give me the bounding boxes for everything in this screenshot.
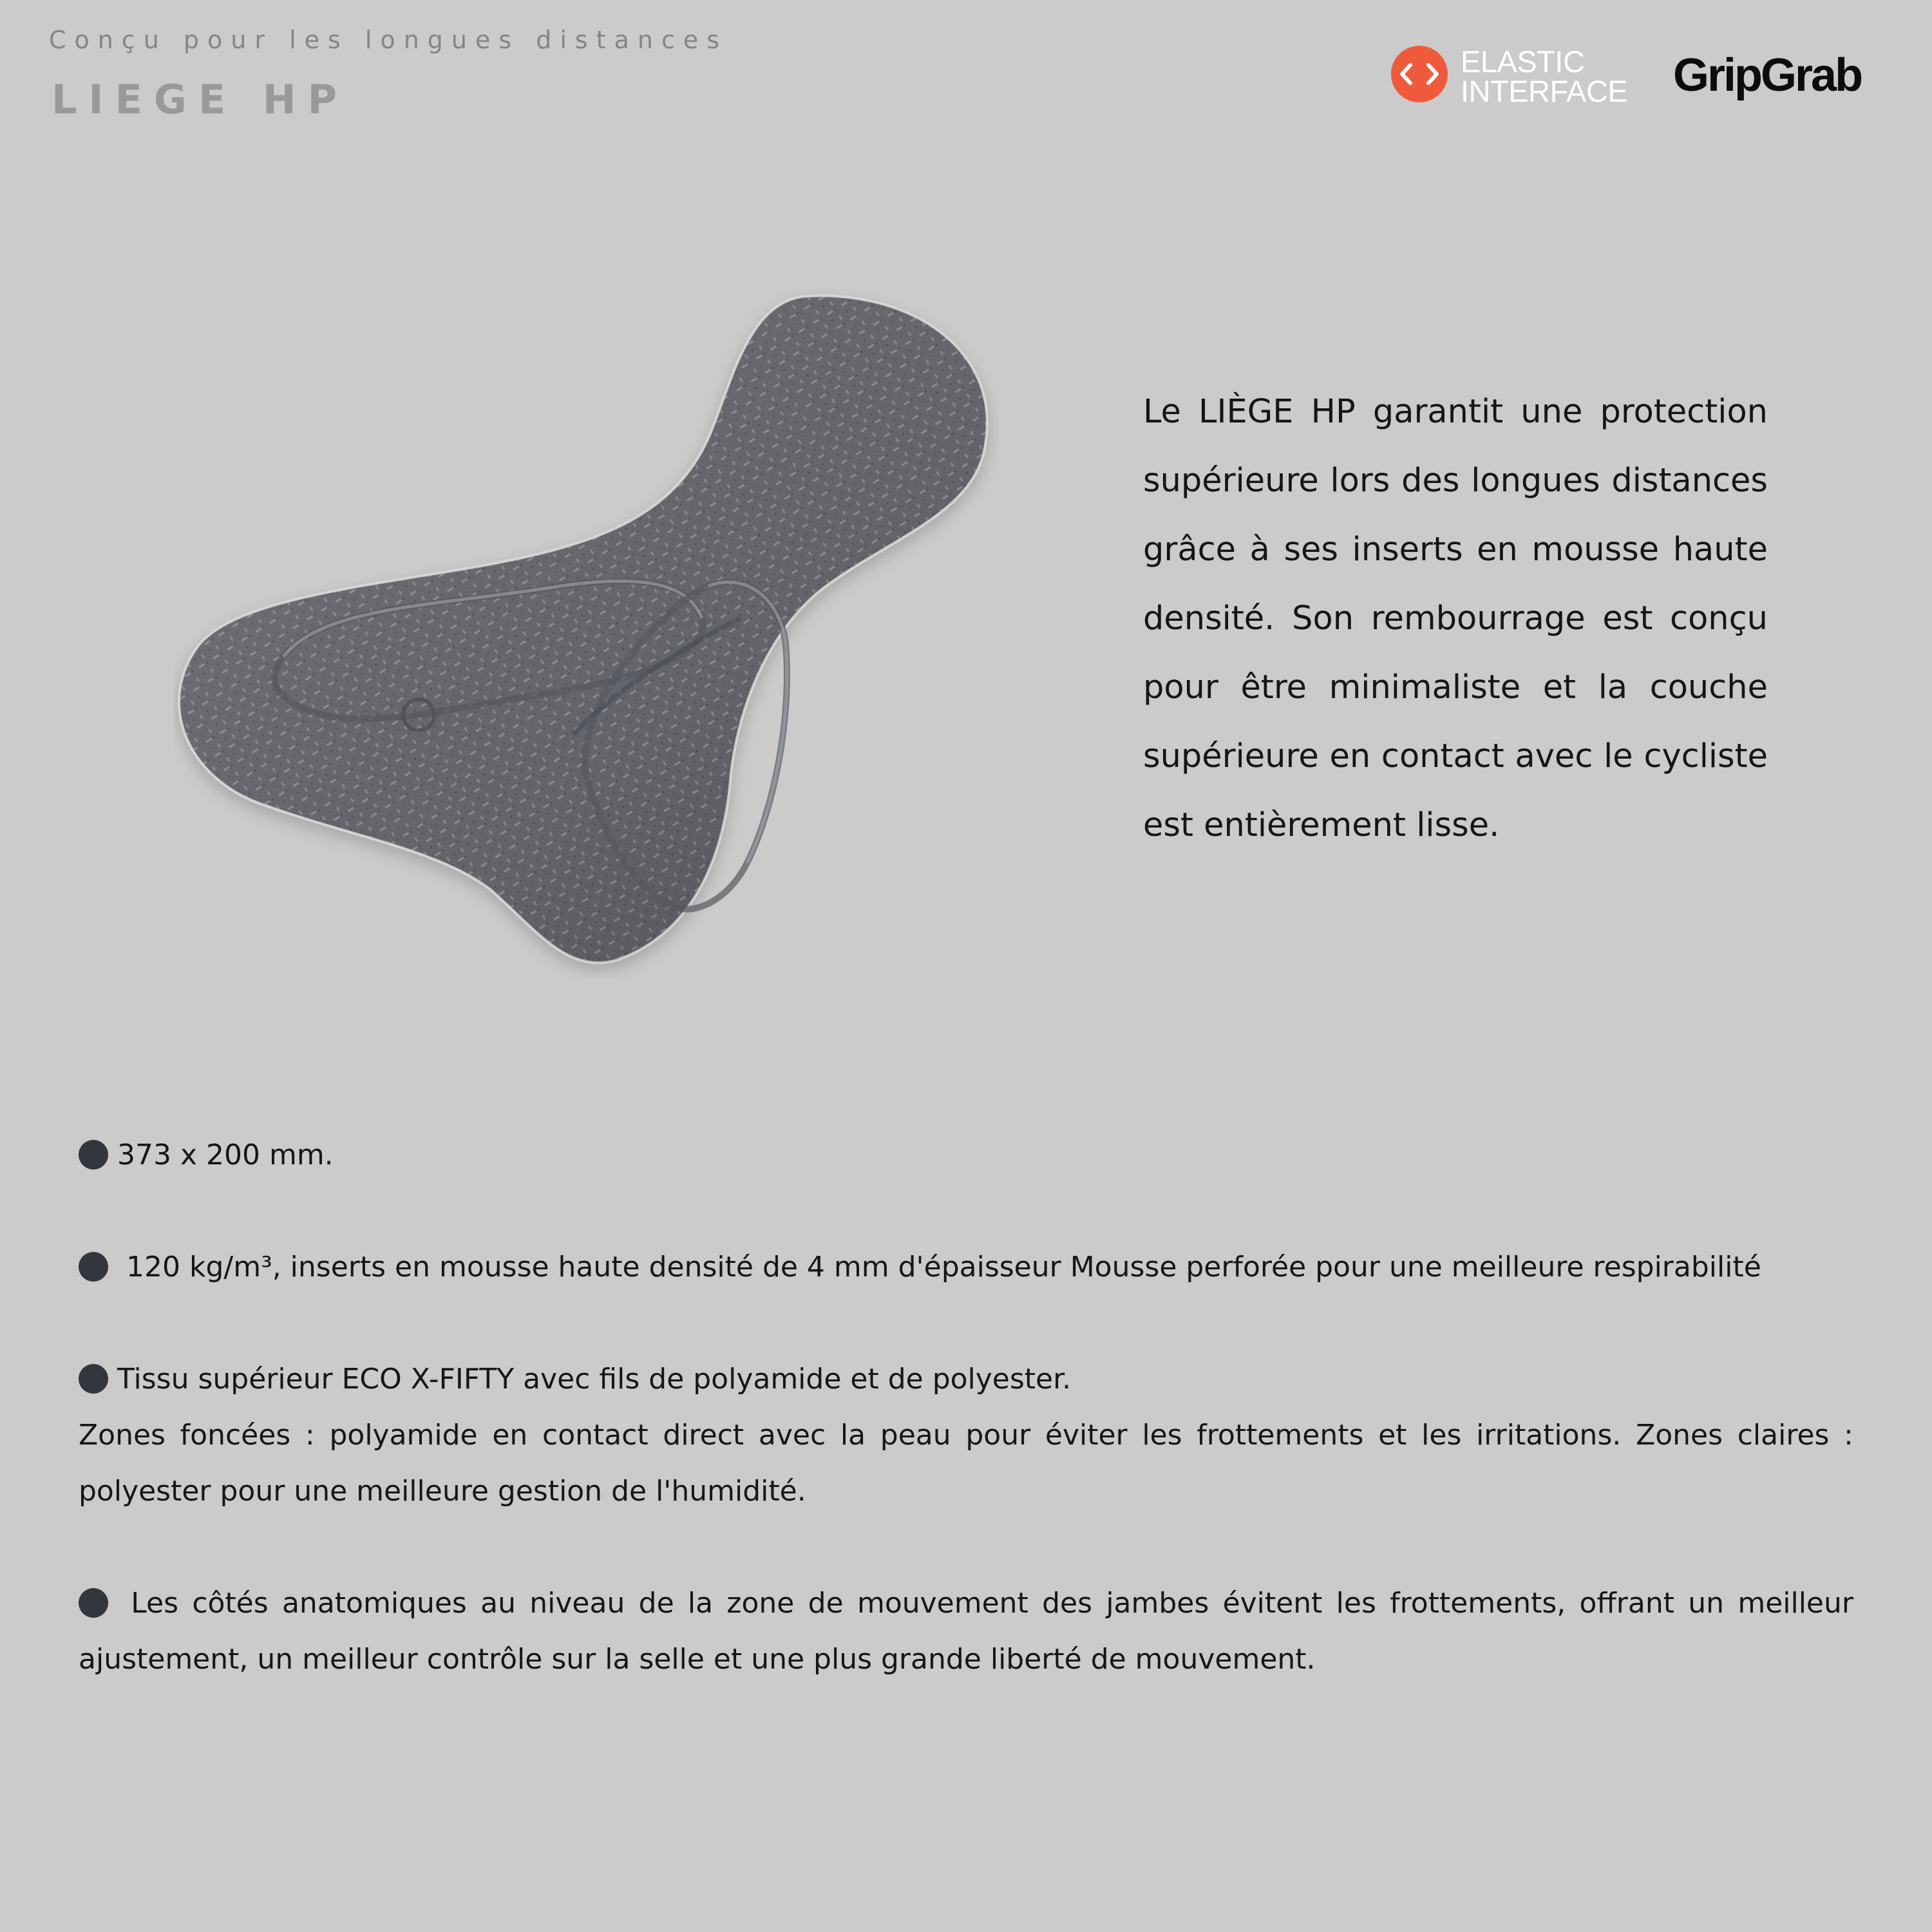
spec-item-dimensions xyxy=(79,1127,1853,1183)
spec-item-fabric xyxy=(79,1351,1853,1519)
spec-detail: Zones foncées : polyamide en contact direct avec la peau pour éviter les frottements et les irritations. Zones claires : polyester pour une meilleure gestion de l'humidité. xyxy=(79,1419,1853,1508)
elastic-interface-logo-line2: INTERFACE xyxy=(1461,74,1628,108)
product-description: Le LIÈGE HP garantit une protection supérieure lors des longues distances grâce à ses inserts en mousse haute densité. Son rembourrage est conçu pour être minimaliste et la couche supérieure en contact avec le cycliste est entièrement lisse. xyxy=(1143,393,1768,844)
spec-item-foam xyxy=(79,1239,1853,1295)
spec-item-anatomic-sides xyxy=(79,1575,1853,1687)
chamois-pad-image xyxy=(174,283,998,979)
bullet-icon xyxy=(79,1140,108,1170)
spec-list xyxy=(79,1127,1853,1743)
bullet-icon xyxy=(79,1252,108,1282)
spec-text: Tissu supérieur ECO X-FIFTY avec fils de polyamide et de polyester. xyxy=(117,1363,1072,1396)
gripgrab-logo: GripGrab xyxy=(1673,50,1862,101)
bullet-icon xyxy=(79,1588,108,1618)
tagline: Conçu pour les longues distances xyxy=(49,26,728,54)
spec-text: 120 kg/m³, inserts en mousse haute densité de 4 mm d'épaisseur Mousse perforée pour une meilleure respirabilité xyxy=(126,1251,1761,1283)
spec-text: 373 x 200 mm. xyxy=(117,1139,334,1171)
spec-text: Les côtés anatomiques au niveau de la zone de mouvement des jambes évitent les frottements, offrant un meilleur ajustement, un meilleur contrôle sur la selle et une plus grande liberté de mouvement. xyxy=(79,1587,1853,1676)
chamois-pad-icon xyxy=(174,283,998,979)
elastic-interface-mark-icon xyxy=(1391,46,1448,102)
bullet-icon xyxy=(79,1364,108,1394)
product-name: LIEGE HP xyxy=(52,76,349,123)
elastic-interface-logo-line1: ELASTIC xyxy=(1461,44,1585,79)
elastic-interface-logo xyxy=(1391,44,1636,115)
